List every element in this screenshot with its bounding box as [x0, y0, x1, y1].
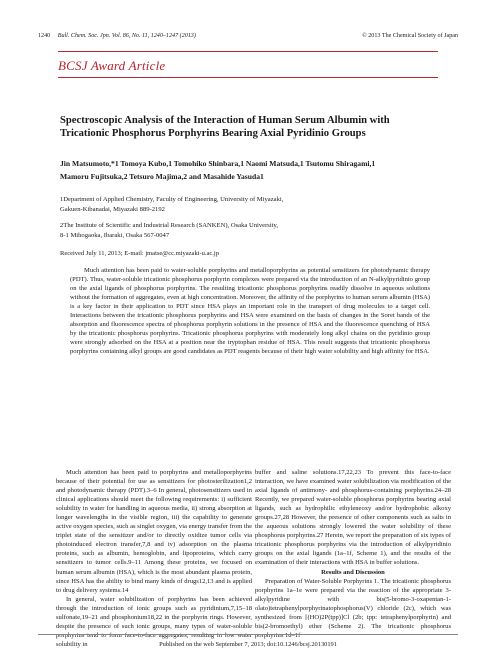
intro-paragraph-1: Much attention has been paid to porphyrins and metalloporphyrins because of their potential for use as sensitizers for photosterilization1,2 and photodynamic therapy (PDT).3–6 In general, photosensitizers used in clinical applications should meet the following requirements: i) sufficient solubility in water for handling in aqueous media, ii) strong absorption at longer wavelengths in the visible region, iii) the capability to generate active oxygen species, such as singlet oxygen, via energy transfer from the triplet state of the sensitizer and/or to directly oxidize tumor cells via photoinduced electron transfer,7,8 and iv) adsorption on the plasma proteins, such as albumin, hemoglobin, and lipoproteins, which carry sensitizers to tumor cells.9–11 Among these proteins, we focused on human serum albumin (HSA), which is the most abundant plasma protein, since HSA has the ability to bind many kinds of drugs12,13 and is applied to drug delivery systems.14 — [56, 469, 252, 594]
award-rule-bottom — [58, 77, 438, 78]
publication-footer: Published on the web September 7, 2013; doi:10.1246/bcsj.20130191 — [159, 641, 337, 648]
abstract: Much attention has been paid to water-soluble porphyrins and metalloporphyrins as potential sensitizers for photodynamic therapy (PDT). Thus, water-soluble tricationic phosphorus porphyrin complexes were prepared via the introduction of an N-alkylpyridinio group on the axial ligands of phosphorus porphyrins. The resulting tricationic phosphorus porphyrins readily dissolve in aqueous solutions without the formation of aggregates, even at high concentration. Moreover, the affinity of the porphyrins to human serum albumin (HSA) is a key factor in their application to PDT since HSA plays an important role in the transport of drug molecules to a target cell. Interactions between the tricationic phosphorus porphyrins and HSA were examined on the basis of changes in the Soret bands of the absorption and fluorescence spectra of phosphorus porphyrin solutions in the presence of HSA and the fluorescence quenching of HSA by the tricationic phosphorus porphyrins. Tricationic phosphorus porphyrins with moderately long alkyl chains on the pyridinio group were strongly adsorbed on the HSA at a position near the tryptophan residue of HSA. This result suggests that tricationic phosphorus porphyrins containing alkyl groups are good candidates as PDT reagents because of their high water solubility and high affinity for HSA. — [70, 267, 430, 356]
affiliation-1 — [60, 195, 440, 215]
award-rule-top — [58, 51, 438, 52]
intro-continuation: buffer and saline solutions.17,22,23 To prevent this face-to-face interaction, we have examined water solubilization via modification of the axial ligands of antimony- and phosphorus-containing porphyrins.24–28 Recently, we prepared water-soluble phosphorus porphyrins bearing axial ligands, such as hydrophilic ethyleneoxy and/or hydrophobic alkoxy groups.27,28 However, the presence of other components such as salts in the aqueous solutions strongly lowered the water solubility of these phosphorus porphyrins.27 Herein, we report the preparation of six types of tricationic phosphorus porphyrins via the introduction of alkylpyridinio groups on the axial ligands (1a–1f, Scheme 1), and the results of the examination of their interactions with HSA in buffer solutions. — [255, 469, 451, 567]
preparation-paragraph: Preparation of Water-Soluble Porphyrins 1. The tricationic phosphorus porphyrins 1a–1e were prepared via the reaction of the appropriate 3-alkylpyridine with bis(5-bromo-3-oxapentan-1-olato)tetraphenylporphyrinatophosphorus(V) chloride (2c), which was synthesized from [(HO)2P(tpp)]Cl (2b; tpp: tetraphenylporphyrin) and bis(2-bromoethyl) ether (Scheme 2). The tricationic phosphorus porphyrins 1d–1f — [255, 577, 451, 639]
left-column — [56, 468, 252, 649]
section-heading: Results and Discussion — [321, 568, 385, 576]
authors-line-1: Jin Matsumoto,*1 Tomoya Kubo,1 Tomohiko Shinbara,1 Naomi Matsuda,1 Tsutomu Shiragami,1 — [60, 159, 376, 168]
affiliation-1-line-2: Gakuen-Kibanadai, Miyazaki 889-2192 — [60, 205, 165, 213]
intro-paragraph-2: In general, water solubilization of porphyrins has been achieved through the introduction of ionic groups such as pyridinium,7,15–18 sulfonate,19–21 and phosphonium18,22 in the porphyrin rings. However, despite the presence of such ionic groups, many types of water-soluble porphyrins tend to form face-to-face aggregates, resulting in low water solubility in — [56, 595, 252, 648]
affiliation-2-line-1: 2The Institute of Scientific and Industrial Research (SANKEN), Osaka University, — [60, 222, 279, 229]
affiliation-2-line-2: 8-1 Mihogaoka, Ibaraki, Osaka 567-0047 — [60, 231, 170, 239]
journal-citation: Bull. Chem. Soc. Jpn. Vol. 86, No. 11, 1240–1247 (2013) — [57, 33, 196, 39]
page-number: 1240 — [38, 33, 51, 39]
authors-line-2: Mamoru Fujitsuka,2 Tetsuro Majima,2 and Masahide Yasuda1 — [60, 171, 264, 181]
affiliation-2 — [60, 221, 440, 241]
running-header — [38, 33, 458, 43]
copyright-notice: © 2013 The Chemical Society of Japan — [362, 33, 458, 39]
right-column — [255, 468, 451, 640]
footer-rule — [38, 634, 458, 635]
award-label: BCSJ Award Article — [58, 58, 166, 73]
author-list — [60, 158, 440, 183]
header-left — [38, 33, 196, 43]
affiliation-1-line-1: 1Department of Applied Chemistry, Faculty of Engineering, University of Miyazaki, — [60, 196, 284, 203]
received-date-email: Received July 11, 2013; E-mail: jmatse@cc.miyazaki-u.ac.jp — [60, 250, 219, 257]
article-title: Spectroscopic Analysis of the Interaction of Human Serum Albumin with Tricationic Phosphorus Porphyrins Bearing Axial Pyridinio Groups — [60, 115, 390, 140]
